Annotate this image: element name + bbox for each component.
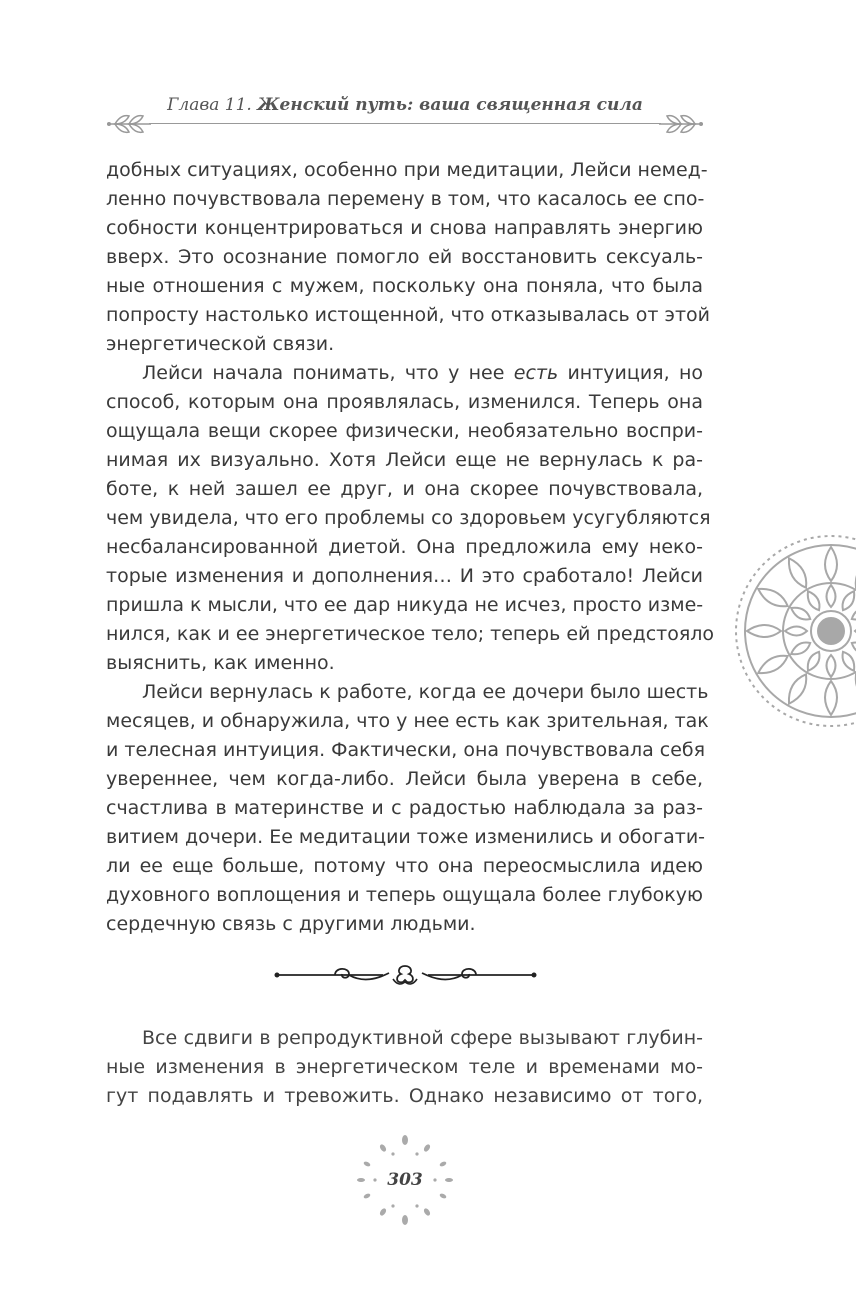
chapter-number: Глава 11. bbox=[167, 95, 252, 115]
text-line: сердечную связь с другими людьми. bbox=[106, 913, 476, 935]
section-text bbox=[106, 1024, 703, 1111]
emphasis: есть bbox=[513, 362, 559, 384]
chapter-title: Женский путь: ваша священная сила bbox=[257, 95, 643, 115]
header-title bbox=[105, 95, 705, 115]
text-line: увереннее, чем когда-либо. Лейси была уверена в себе, bbox=[106, 768, 703, 790]
text-run: интуиция, но bbox=[558, 362, 703, 384]
flourish-divider-icon bbox=[273, 958, 538, 992]
text-line: и телесная интуиция. Фактически, она почувствовала себя bbox=[106, 739, 706, 761]
text-line: ли ее еще больше, потому что она переосмыслила идею bbox=[106, 855, 703, 877]
text-line: ленно почувствовала перемену в том, что касалось ее спо- bbox=[106, 188, 705, 210]
text-line: торые изменения и дополнения… И это сработало! Лейси bbox=[106, 565, 703, 587]
paragraph-1 bbox=[106, 156, 710, 359]
laurel-branch-icon bbox=[657, 102, 705, 140]
paragraph-3 bbox=[106, 678, 709, 939]
paragraph-4 bbox=[106, 1024, 703, 1111]
text-line: энергетической связи. bbox=[106, 333, 335, 355]
text-line: выяснить, как именно. bbox=[106, 652, 335, 674]
page-number-block bbox=[355, 1132, 455, 1228]
text-line: несбалансированной диетой. Она предложила ему неко- bbox=[106, 536, 703, 558]
text-line: собности концентрироваться и снова направлять энергию bbox=[106, 217, 703, 239]
text-line: ные изменения в энергетическом теле и временами мо- bbox=[106, 1056, 703, 1078]
text-line: вверх. Это осознание помогло ей восстановить сексуаль- bbox=[106, 246, 703, 268]
text-line: чем увидела, что его проблемы со здоровьем усугубляются bbox=[106, 507, 711, 529]
text-line bbox=[106, 359, 703, 388]
text-line: духовного воплощения и теперь ощущала более глубокую bbox=[106, 884, 703, 906]
text-run: Лейси начала понимать, что у нее bbox=[142, 362, 514, 384]
text-line: Все сдвиги в репродуктивной сфере вызывают глубин- bbox=[142, 1027, 703, 1049]
text-line: добных ситуациях, особенно при медитации, Лейси немед- bbox=[106, 159, 708, 181]
header-rule bbox=[149, 123, 661, 124]
text-line: месяцев, и обнаружила, что у нее есть как зрительная, так bbox=[106, 710, 709, 732]
text-line: способ, которым она проявлялась, изменился. Теперь она bbox=[106, 391, 703, 413]
text-line: нился, как и ее энергетическое тело; теперь ей предстояло bbox=[106, 623, 715, 645]
text-line: счастлива в материнстве и с радостью наблюдала за раз- bbox=[106, 797, 703, 819]
text-line: нимая их визуально. Хотя Лейси еще не вернулась к ра- bbox=[106, 449, 703, 471]
text-line: попросту настолько истощенной, что отказывалась от этой bbox=[106, 304, 710, 326]
page-number: 303 bbox=[387, 1170, 423, 1190]
text-line: Лейси вернулась к работе, когда ее дочери было шесть bbox=[142, 681, 709, 703]
text-line: витием дочери. Ее медитации тоже изменились и обогати- bbox=[106, 826, 706, 848]
text-line: гут подавлять и тревожить. Однако независимо от того, bbox=[106, 1085, 703, 1107]
running-header bbox=[105, 92, 705, 132]
text-line: пришла к мысли, что ее дар никуда не исчез, просто изме- bbox=[106, 594, 704, 616]
mandala-icon bbox=[731, 521, 856, 741]
paragraph-2 bbox=[106, 359, 715, 678]
text-line: ощущала вещи скорее физически, необязательно воспри- bbox=[106, 420, 703, 442]
text-line: боте, к ней зашел ее друг, и она скорее почувствовала, bbox=[106, 478, 703, 500]
text-line: ные отношения с мужем, поскольку она поняла, что была bbox=[106, 275, 703, 297]
body-text bbox=[106, 156, 715, 939]
